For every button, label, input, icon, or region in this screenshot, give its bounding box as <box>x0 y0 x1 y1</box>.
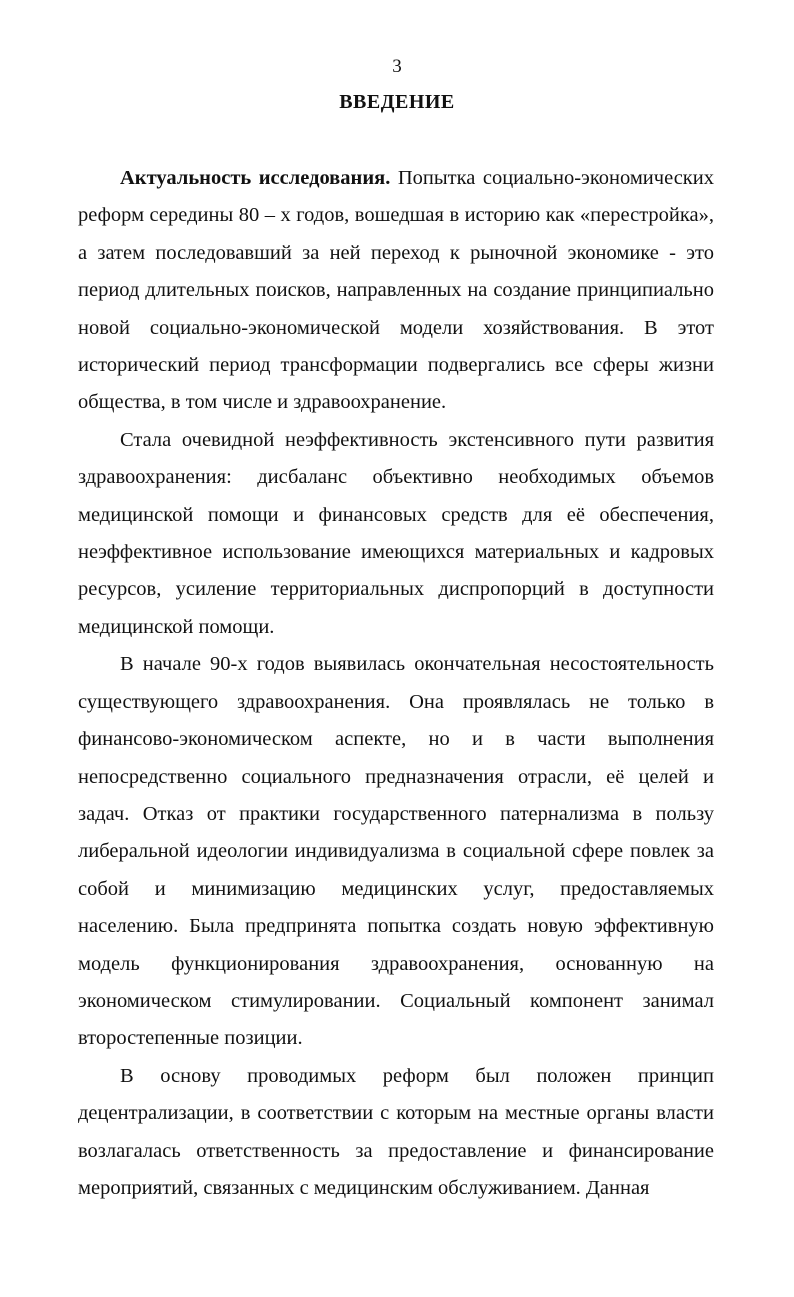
paragraph-relevance <box>78 160 714 422</box>
paragraph-nineties: В начале 90-х годов выявилась окончательная несостоятельность существующего здравоохранения. Она проявлялась не только в финансово-экономическом аспекте, но и в части выполнения непосредственно социального предназначения отрасли, её целей и задач. Отказ от практики государственного патернализма в пользу либеральной идеологии индивидуализма в социальной сфере повлек за собой и минимизацию медицинских услуг, предоставляемых населению. Была предпринята попытка создать новую эффективную модель функционирования здравоохранения, основанную на экономическом стимулировании. Социальный компонент занимал второстепенные позиции. <box>78 653 714 1050</box>
paragraph-lead: Актуальность исследования. <box>120 167 391 189</box>
page-number: 3 <box>392 56 402 77</box>
paragraph-inefficiency: Стала очевидной неэффективность экстенсивного пути развития здравоохранения: дисбаланс объективно необходимых объемов медицинской помощи и финансовых средств для её обеспечения, неэффективное использование имеющихся материальных и кадровых ресурсов, усиление территориальных диспропорций в доступности медицинской помощи. <box>78 428 714 638</box>
body-text <box>78 160 714 1207</box>
paragraph-decentralization: В основу проводимых реформ был положен принцип децентрализации, в соответствии с которым на местные органы власти возлагалась ответственность за предоставление и финансирование мероприятий, связанных с медицинским обслуживанием. Данная <box>78 1064 714 1199</box>
section-heading: ВВЕДЕНИЕ <box>339 91 455 113</box>
paragraph-text: Попытка социально-экономических реформ середины 80 – х годов, вошедшая в историю как «перестройка», а затем последовавший за ней переход к рыночной экономике - это период длительных поисков, направленных на создание принципиально новой социально-экономической модели хозяйствования. В этот исторический период трансформации подвергались все сферы жизни общества, в том числе и здравоохранение. <box>78 167 714 414</box>
